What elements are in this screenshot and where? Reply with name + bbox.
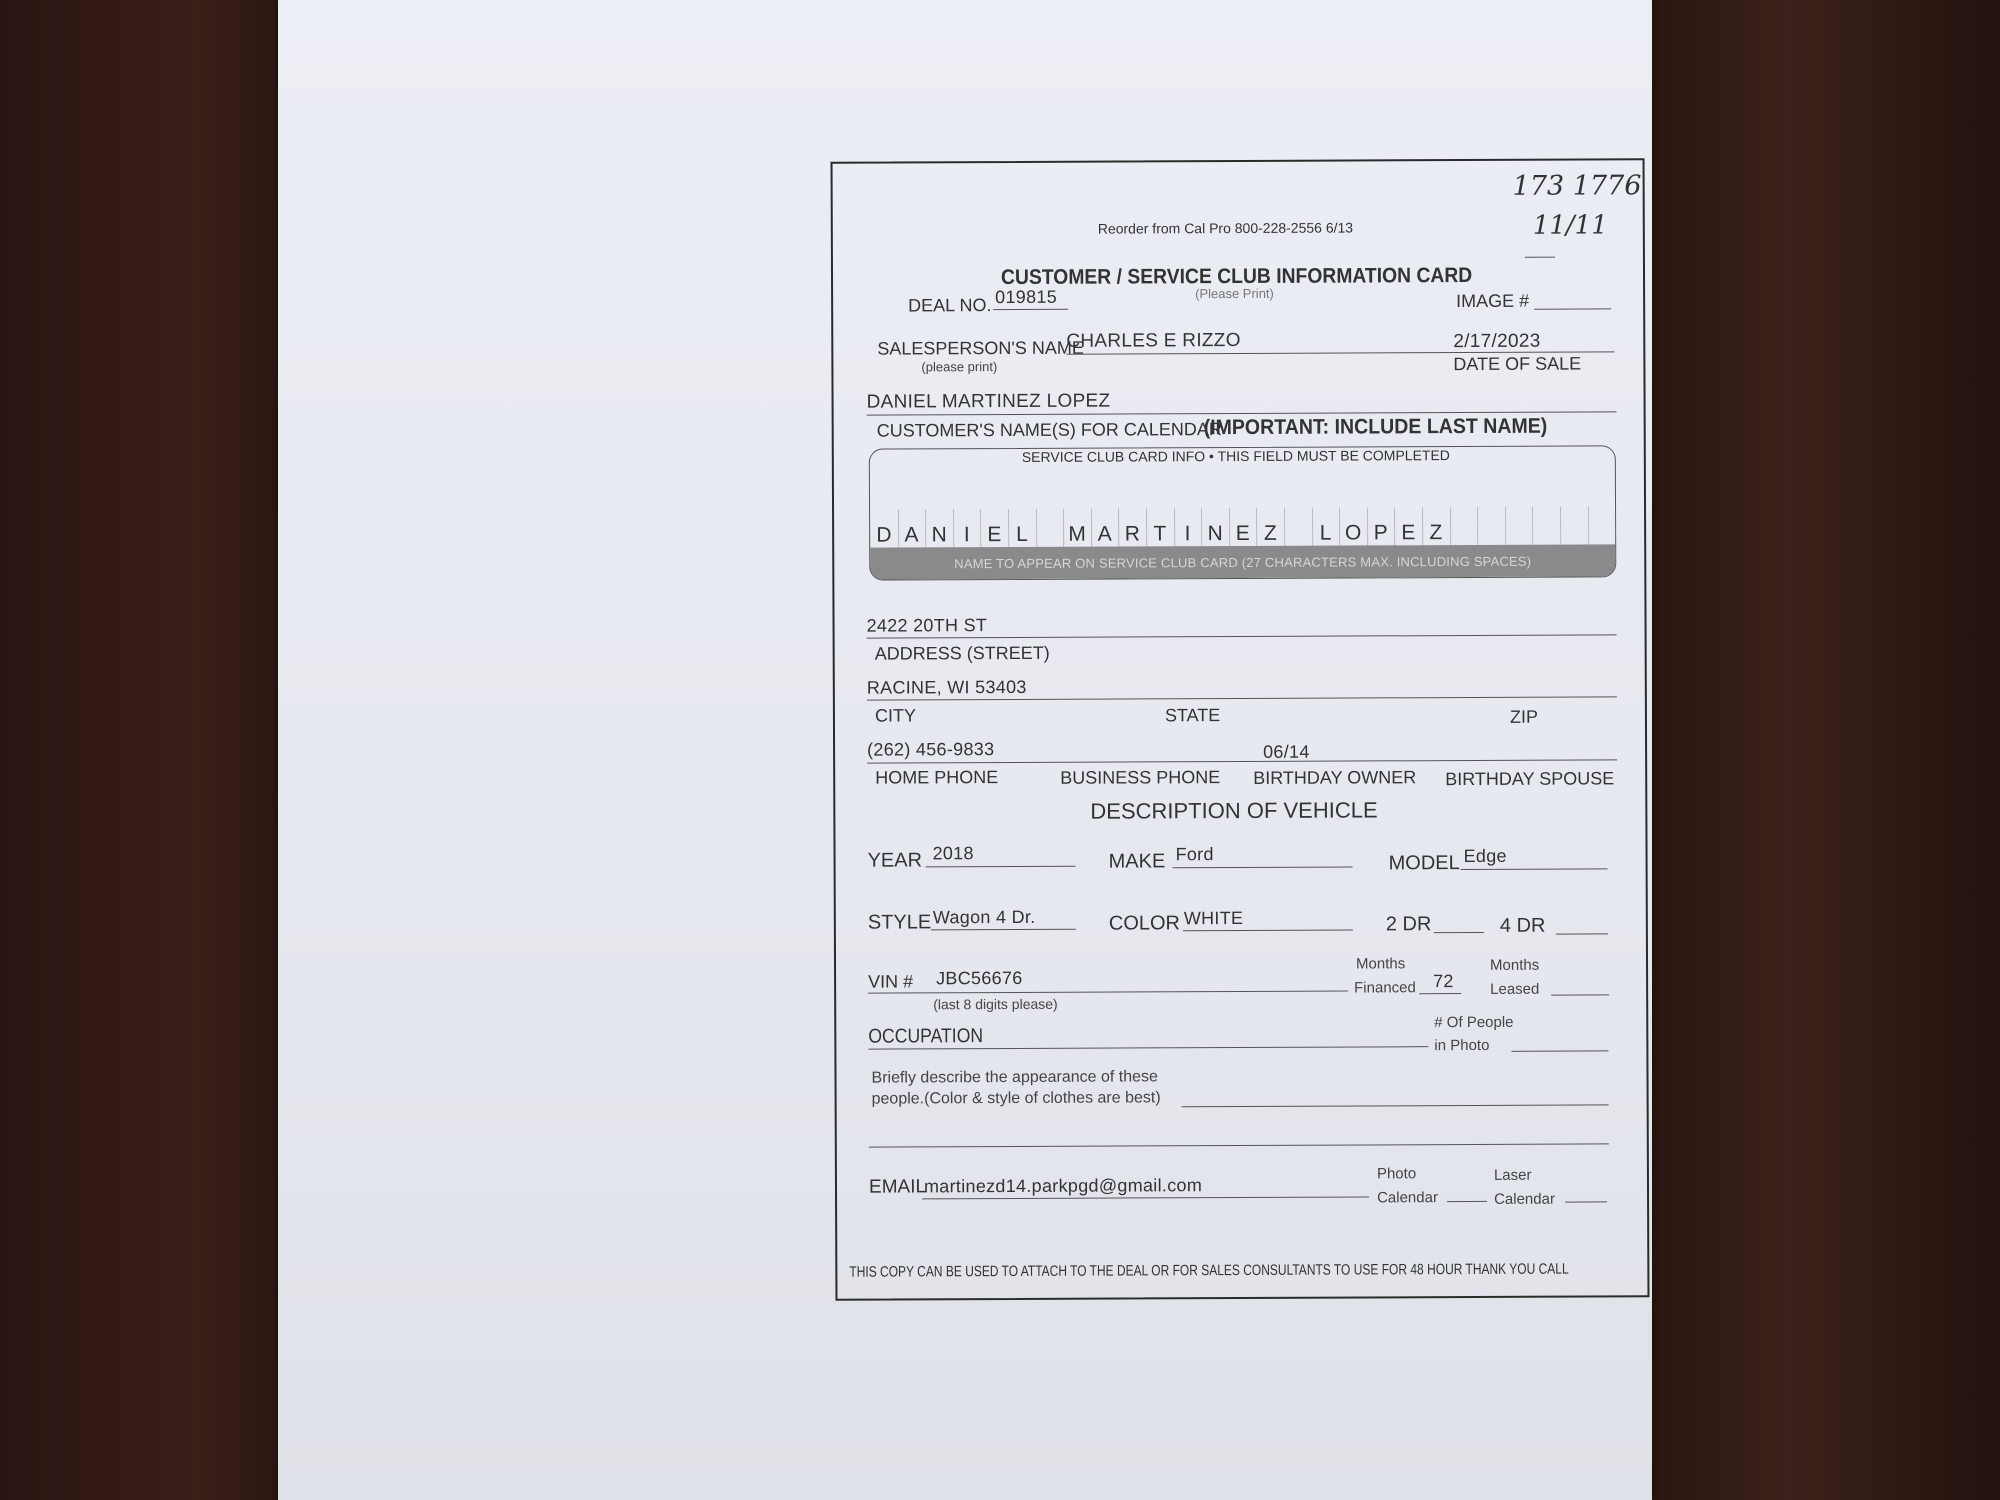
city-label: CITY [874,705,916,726]
months-financed-value: 72 [1433,971,1454,992]
handwritten-date: 11/11 [1532,210,1608,241]
vehicle-heading: DESCRIPTION OF VEHICLE [1090,797,1378,824]
service-club-char-cell [1450,507,1479,545]
style-line [931,929,1076,931]
service-club-header: SERVICE CLUB CARD INFO • THIS FIELD MUST BE COMPLETED [1021,447,1450,465]
people-in-photo-label-2: in Photo [1434,1036,1490,1055]
color-value: WHITE [1183,907,1244,929]
style-label: STYLE [867,911,932,934]
vin-note: (last 8 digits please) [933,995,1058,1013]
service-club-char-cell: Z [1256,508,1285,546]
model-value: Edge [1463,845,1507,867]
appearance-prompt-2: people.(Color & style of clothes are best) [871,1089,1161,1108]
city-state-zip-value: RACINE, WI 53403 [866,676,1027,698]
address-label: ADDRESS (STREET) [874,642,1050,664]
paper-sheet [278,0,1652,1500]
background-right [1650,0,2000,1500]
birthday-owner-label: BIRTHDAY OWNER [1253,767,1417,788]
home-phone-value: (262) 456-9833 [867,739,995,760]
home-phone-label: HOME PHONE [875,767,999,788]
service-club-char-cell: N [925,509,954,547]
handwritten-number: 173 1776 [1512,170,1642,202]
laser-calendar-label-2: Calendar [1494,1190,1555,1208]
color-line [1183,930,1353,932]
photo-calendar-label-2: Calendar [1377,1189,1438,1207]
people-in-photo-line [1511,1050,1608,1051]
service-club-box [869,445,1617,580]
service-club-char-cell: Z [1422,507,1451,545]
image-no-label: IMAGE # [1456,290,1530,312]
laser-calendar-line [1565,1201,1607,1202]
address-value: 2422 20TH ST [866,615,988,636]
service-club-char-cell: E [980,509,1009,547]
date-of-sale-value: 2/17/2023 [1453,330,1541,353]
date-of-sale-label: DATE OF SALE [1453,353,1582,375]
service-club-char-cell: L [1312,508,1341,546]
photo-calendar-line [1447,1201,1487,1202]
service-club-char-cell: E [1229,508,1258,546]
photo-calendar-label-1: Photo [1376,1165,1417,1183]
service-club-char-cell [1588,506,1617,544]
leased-label: Leased [1490,980,1540,998]
service-club-char-cell: D [870,509,899,547]
service-club-char-cell [1284,508,1313,546]
information-card [831,158,1650,1301]
service-club-footer: NAME TO APPEAR ON SERVICE CLUB CARD (27 CHARACTERS MAX. INCLUDING SPACES) [870,544,1615,579]
appearance-prompt-1: Briefly describe the appearance of these [871,1068,1158,1087]
deal-no-value: 019815 [995,286,1058,308]
state-label: STATE [1164,705,1221,726]
card-title: CUSTOMER / SERVICE CLUB INFORMATION CARD [1000,263,1473,290]
occupation-label: OCCUPATION [868,1025,984,1048]
birthday-spouse-label: BIRTHDAY SPOUSE [1445,768,1615,790]
image-no-line [1534,308,1611,309]
months-financed-line [1419,993,1461,994]
customer-names-label: CUSTOMER'S NAME(S) FOR CALENDAR [876,419,1222,441]
vin-line [868,991,1348,994]
vin-value: JBC56676 [936,967,1023,989]
service-club-char-cell [1505,507,1534,545]
please-print-note: (Please Print) [1195,285,1274,302]
two-door-label: 2 DR [1385,913,1432,936]
important-note: (IMPORTANT: INCLUDE LAST NAME) [1203,414,1548,440]
people-in-photo-label-1: # Of People [1434,1013,1514,1032]
handwritten-underline [1525,257,1555,258]
salesperson-sublabel: (please print) [921,359,998,375]
service-club-cells [870,506,1615,549]
months-leased-line [1551,994,1609,995]
make-label: MAKE [1108,850,1166,873]
year-value: 2018 [932,843,974,864]
color-label: COLOR [1108,912,1181,935]
months-leased-label-top: Months [1489,956,1540,974]
service-club-char-cell: R [1118,508,1147,546]
four-door-label: 4 DR [1499,914,1546,937]
zip-label: ZIP [1509,706,1539,727]
service-club-char-cell [1477,507,1506,545]
year-label: YEAR [867,849,923,872]
customer-names-value: DANIEL MARTINEZ LOPEZ [866,390,1111,413]
email-value: martinezd14.parkpgd@gmail.com [923,1175,1203,1197]
four-door-line [1556,933,1608,934]
service-club-char-cell [1532,507,1561,545]
service-club-char-cell: I [1174,508,1203,546]
months-financed-label-top: Months [1355,955,1406,973]
service-club-char-cell: A [1091,509,1120,547]
deal-no-line [993,309,1068,310]
service-club-char-cell: M [1063,509,1092,547]
vin-label: VIN # [868,971,914,992]
style-value: Wagon 4 Dr. [932,906,1036,928]
salesperson-value: CHARLES E RIZZO [1066,329,1241,352]
salesperson-label: SALESPERSON'S NAME [877,337,1084,359]
model-line [1461,868,1608,870]
service-club-char-cell [1036,509,1065,547]
service-club-char-cell: A [898,509,927,547]
email-label: EMAIL [868,1176,927,1198]
service-club-char-cell: I [953,509,982,547]
deal-no-label: DEAL NO. [908,295,992,316]
service-club-char-cell: N [1201,508,1230,546]
service-club-char-cell: P [1367,507,1396,545]
appearance-line-2 [869,1143,1609,1147]
model-label: MODEL [1388,852,1460,875]
year-line [926,866,1076,868]
two-door-line [1434,932,1484,933]
make-value: Ford [1175,844,1214,865]
birthday-owner-value: 06/14 [1263,741,1310,762]
business-phone-label: BUSINESS PHONE [1060,767,1221,788]
make-line [1173,867,1353,869]
financed-label: Financed [1354,979,1416,997]
appearance-line-1 [1182,1104,1609,1107]
service-club-char-cell: E [1394,507,1423,545]
reorder-note: Reorder from Cal Pro 800-228-2556 6/13 [1097,219,1354,237]
service-club-char-cell [1560,506,1589,544]
service-club-char-cell: O [1339,507,1368,545]
laser-calendar-label-1: Laser [1493,1166,1532,1184]
card-footer: THIS COPY CAN BE USED TO ATTACH TO THE DEAL OR FOR SALES CONSULTANTS TO USE FOR 48 HOUR THANK YOU CALL [849,1260,1569,1281]
service-club-char-cell: L [1008,509,1037,547]
service-club-char-cell: T [1146,508,1175,546]
